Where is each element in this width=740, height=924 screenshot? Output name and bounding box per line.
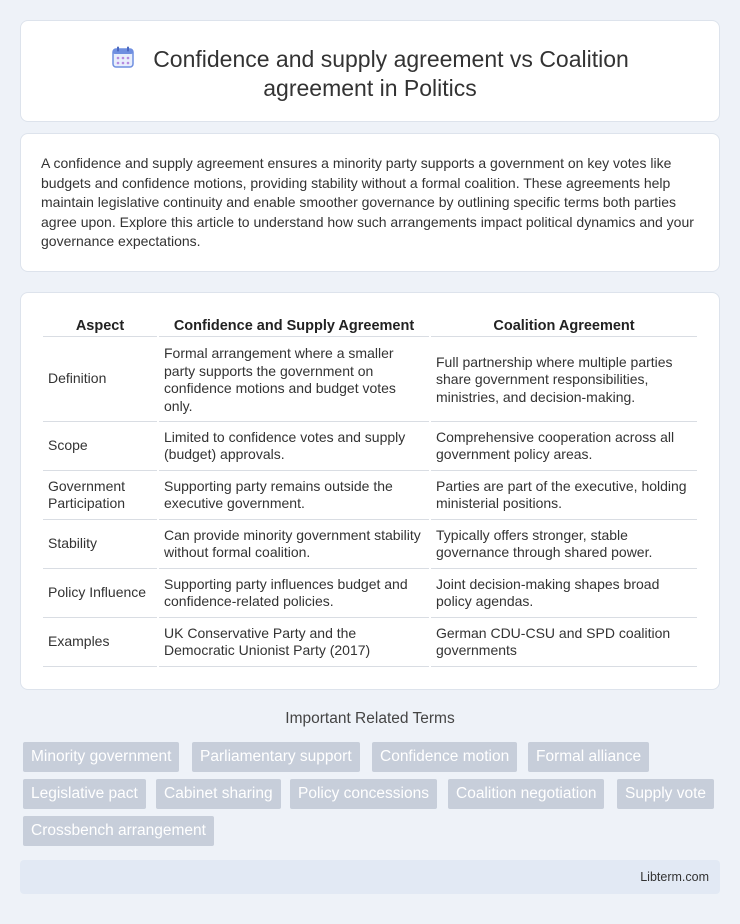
calendar-icon — [111, 45, 135, 69]
confidence-supply-cell: Supporting party influences budget and confidence-related policies. — [159, 569, 429, 618]
aspect-cell: Examples — [43, 618, 157, 667]
intro-paragraph: A confidence and supply agreement ensures a minority party supports a government on key votes like budgets and confidence motions, providing stability without a formal coalition. These agreements help maintain legislative continuity and enable smoother governance by outlining specific terms both parties agree upon. Explore this article to understand how such arrangements impact political dynamics and your governance expectations. — [41, 155, 694, 250]
tag-policy-concessions[interactable]: Policy concessions — [290, 779, 437, 809]
tag-crossbench-arrangement[interactable]: Crossbench arrangement — [23, 816, 214, 846]
coalition-cell: Joint decision-making shapes broad policy agendas. — [431, 569, 697, 618]
tag-formal-alliance[interactable]: Formal alliance — [528, 742, 649, 772]
title-card — [20, 20, 720, 122]
confidence-supply-cell: UK Conservative Party and the Democratic Unionist Party (2017) — [159, 618, 429, 667]
coalition-cell: Typically offers stronger, stable governance through shared power. — [431, 520, 697, 569]
aspect-cell: Policy Influence — [43, 569, 157, 618]
tag-legislative-pact[interactable]: Legislative pact — [23, 779, 146, 809]
confidence-supply-cell: Supporting party remains outside the executive government. — [159, 471, 429, 520]
table-row — [43, 337, 697, 422]
coalition-cell: German CDU-CSU and SPD coalition governments — [431, 618, 697, 667]
header-aspect: Aspect — [43, 315, 157, 337]
table-row — [43, 520, 697, 569]
coalition-cell: Comprehensive cooperation across all government policy areas. — [431, 422, 697, 471]
intro-card — [20, 133, 720, 272]
aspect-cell: Government Participation — [43, 471, 157, 520]
footer — [20, 860, 720, 894]
coalition-cell: Parties are part of the executive, holding ministerial positions. — [431, 471, 697, 520]
table-row — [43, 422, 697, 471]
tag-confidence-motion[interactable]: Confidence motion — [372, 742, 517, 772]
aspect-cell: Definition — [43, 337, 157, 422]
table-row — [43, 471, 697, 520]
confidence-supply-cell: Can provide minority government stability without formal coalition. — [159, 520, 429, 569]
aspect-cell: Scope — [43, 422, 157, 471]
tag-minority-government[interactable]: Minority government — [23, 742, 179, 772]
tag-coalition-negotiation[interactable]: Coalition negotiation — [448, 779, 604, 809]
table-header-row — [43, 315, 697, 337]
header-confidence-supply: Confidence and Supply Agreement — [159, 315, 429, 337]
comparison-table — [41, 315, 699, 667]
aspect-cell: Stability — [43, 520, 157, 569]
coalition-cell: Full partnership where multiple parties share government responsibilities, ministries, and decision-making. — [431, 337, 697, 422]
confidence-supply-cell: Limited to confidence votes and supply (budget) approvals. — [159, 422, 429, 471]
confidence-supply-cell: Formal arrangement where a smaller party supports the government on confidence motions and budget votes only. — [159, 337, 429, 422]
tag-supply-vote[interactable]: Supply vote — [617, 779, 714, 809]
table-row — [43, 618, 697, 667]
page-title — [21, 45, 719, 103]
table-row — [43, 569, 697, 618]
comparison-card — [20, 292, 720, 690]
title-line-1: Confidence and supply agreement vs Coalition — [153, 46, 629, 72]
header-coalition: Coalition Agreement — [431, 315, 697, 337]
tag-cabinet-sharing[interactable]: Cabinet sharing — [156, 779, 281, 809]
footer-site-link[interactable]: Libterm.com — [640, 870, 709, 884]
related-terms-heading: Important Related Terms — [285, 710, 455, 727]
tag-parliamentary-support[interactable]: Parliamentary support — [192, 742, 360, 772]
title-line-2: agreement in Politics — [263, 75, 477, 101]
